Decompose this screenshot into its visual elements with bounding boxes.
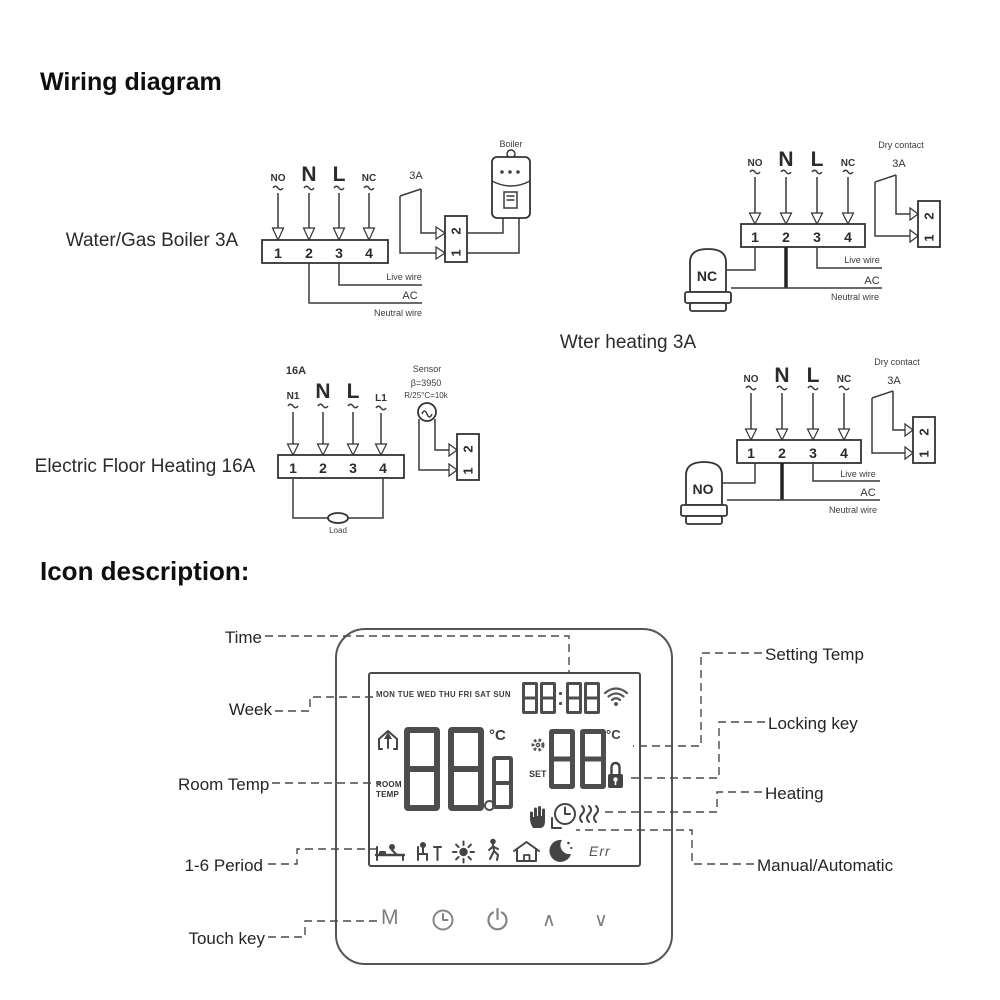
callout-room-temp: Room Temp — [178, 775, 270, 794]
terminal-number: 1 — [289, 460, 297, 476]
diagram-water-heating-nc — [560, 140, 940, 353]
terminal-number: 4 — [379, 460, 387, 476]
no-valve-actuator — [681, 462, 755, 524]
diagram-water-heating-no — [681, 357, 935, 524]
dry-contact-label: Dry contact — [878, 140, 924, 150]
heating-icon — [578, 803, 600, 825]
relay-terminal: 2 — [460, 445, 476, 453]
neutral-wire-label: Neutral wire — [830, 292, 880, 302]
set-temp-value — [549, 729, 606, 789]
callout-week: Week — [228, 700, 272, 719]
terminal-label-nc: NC — [361, 173, 377, 184]
rating-label: 16A — [285, 365, 307, 377]
period-leave-icon — [413, 839, 443, 863]
ac-tilde — [273, 186, 374, 190]
terminal-number: 2 — [778, 445, 786, 461]
terminal-number: 1 — [751, 229, 759, 245]
room-temp-caption — [376, 780, 402, 800]
callout-period: 1-6 Period — [184, 856, 263, 875]
terminal-label-n1: N1 — [286, 391, 300, 402]
lock-icon — [606, 759, 625, 792]
room-temp-value — [404, 727, 484, 811]
callout-touch-key: Touch key — [188, 929, 265, 948]
down-key: ∨ — [594, 910, 608, 931]
switch-3a — [400, 170, 436, 253]
terminal-arrows — [746, 393, 850, 440]
terminal-number: 4 — [840, 445, 848, 461]
terminal-labels — [748, 148, 856, 174]
diagram-caption: Electric Floor Heating 16A — [34, 456, 256, 477]
period-walk-icon — [485, 838, 503, 862]
terminal-number: 2 — [319, 460, 327, 476]
terminal-label-no: NO — [743, 374, 759, 385]
week-days-display: MON TUE WED THU FRI SAT SUN — [376, 690, 511, 699]
load-label: Load — [329, 526, 347, 535]
relay-block — [910, 201, 940, 247]
terminal-label-no: NO — [747, 158, 763, 169]
period-wake-icon — [373, 839, 407, 863]
live-wire-label: Live wire — [386, 272, 422, 282]
callout-setting-temp: Setting Temp — [765, 645, 864, 664]
callout-locking-key: Locking key — [768, 714, 858, 733]
terminal-block — [262, 240, 388, 263]
manual-hand-icon — [527, 803, 548, 829]
ac-tilde — [750, 170, 853, 174]
diagram-caption: Wter heating 3A — [559, 332, 697, 353]
relay-block — [436, 216, 467, 262]
switch-rating-label: 3A — [409, 170, 423, 182]
valve-type-label: NO — [692, 481, 714, 497]
terminal-block — [278, 455, 404, 478]
wifi-icon — [602, 683, 630, 709]
relay-block — [449, 434, 479, 480]
ac-label: AC — [402, 290, 418, 302]
relay-terminal: 1 — [448, 249, 464, 257]
relay-terminal: 2 — [448, 227, 464, 235]
terminal-number: 2 — [305, 245, 313, 261]
dry-contact-label: Dry contact — [874, 357, 920, 367]
power-wires — [309, 263, 422, 318]
room-temp-decimal — [492, 756, 513, 809]
boiler-device — [467, 139, 530, 253]
terminal-arrows — [750, 177, 854, 224]
relay-terminal: 1 — [921, 234, 937, 242]
relay-terminal: 2 — [921, 212, 937, 220]
terminal-arrows — [288, 412, 387, 455]
terminal-number: 3 — [813, 229, 821, 245]
live-wire-label: Live wire — [840, 469, 876, 479]
ac-label: AC — [860, 487, 876, 499]
terminal-label-l1: L1 — [375, 393, 387, 404]
terminal-number: 4 — [365, 245, 373, 261]
open-window-icon — [377, 729, 399, 751]
terminal-label-n: N — [774, 364, 790, 387]
terminal-label-nc: NC — [836, 374, 852, 385]
sensor-title: Sensor — [412, 364, 442, 374]
relay-terminal: 1 — [916, 450, 932, 458]
terminal-arrows — [273, 193, 375, 240]
terminal-label-l: L — [332, 163, 346, 186]
wiring-section-title: Wiring diagram — [40, 68, 222, 96]
ac-label: AC — [864, 275, 880, 287]
callout-manual-automatic: Manual/Automatic — [757, 856, 894, 875]
period-night-icon — [546, 838, 573, 863]
sensor-resistance: R/25°C=10k — [404, 391, 448, 400]
neutral-wire-label: Neutral wire — [828, 505, 878, 515]
gear-icon — [530, 737, 546, 753]
clock-key-icon — [431, 908, 455, 932]
terminal-labels — [287, 380, 388, 410]
live-wire-label: Live wire — [844, 255, 880, 265]
terminal-label-nc: NC — [840, 158, 856, 169]
switch-rating-label: 3A — [892, 158, 906, 170]
time-display — [522, 682, 600, 714]
period-sun-icon — [451, 840, 476, 864]
terminal-number: 3 — [335, 245, 343, 261]
set-temp-unit: °C — [606, 727, 621, 742]
callout-heating: Heating — [765, 784, 824, 803]
error-code-text: Err — [589, 843, 611, 859]
terminal-block — [737, 440, 861, 463]
icon-section-title: Icon description: — [40, 556, 250, 586]
ac-tilde — [288, 404, 386, 410]
terminal-label-l: L — [810, 148, 824, 171]
boiler-label: Boiler — [499, 139, 523, 149]
neutral-wire-label: Neutral wire — [373, 308, 423, 318]
terminal-label-no: NO — [270, 173, 286, 184]
terminal-label-n: N — [315, 380, 331, 403]
up-key: ∧ — [542, 910, 556, 931]
load-loop — [293, 478, 383, 535]
terminal-label-n: N — [301, 163, 317, 186]
room-temp-caption-line2: TEMP — [376, 790, 400, 799]
auto-clock-icon — [550, 801, 576, 830]
callout-time: Time — [224, 628, 262, 647]
relay-block — [905, 417, 935, 463]
terminal-number: 1 — [747, 445, 755, 461]
diagram-water-gas-boiler — [66, 139, 530, 318]
terminal-label-n: N — [778, 148, 794, 171]
terminal-number: 3 — [809, 445, 817, 461]
terminal-label-l: L — [346, 380, 360, 403]
room-temp-unit: °C — [489, 727, 506, 744]
diagram-caption: Water/Gas Boiler 3A — [65, 230, 239, 251]
set-caption: SET — [529, 769, 547, 779]
dry-contact-switch — [875, 140, 924, 236]
floor-sensor — [404, 364, 449, 470]
relay-terminal: 1 — [460, 467, 476, 475]
terminal-number: 1 — [274, 245, 282, 261]
relay-terminal: 2 — [916, 428, 932, 436]
ac-tilde — [746, 386, 849, 390]
terminal-label-l: L — [806, 364, 820, 387]
power-key-icon — [486, 907, 509, 931]
sensor-beta: β=3950 — [410, 378, 442, 388]
diagram-floor-heating — [35, 364, 479, 535]
terminal-number: 4 — [844, 229, 852, 245]
terminal-block — [741, 224, 865, 247]
power-wires — [731, 247, 882, 302]
nc-valve-actuator — [685, 247, 755, 311]
terminal-number: 3 — [349, 460, 357, 476]
switch-rating-label: 3A — [887, 375, 901, 387]
terminal-labels — [271, 163, 377, 190]
valve-type-label: NC — [696, 268, 718, 284]
period-home-icon — [512, 840, 541, 863]
mode-key: M — [381, 906, 399, 929]
power-wires — [727, 463, 880, 515]
terminal-number: 2 — [782, 229, 790, 245]
room-temp-caption-line1: ROOM — [376, 780, 402, 789]
terminal-labels — [744, 364, 852, 390]
